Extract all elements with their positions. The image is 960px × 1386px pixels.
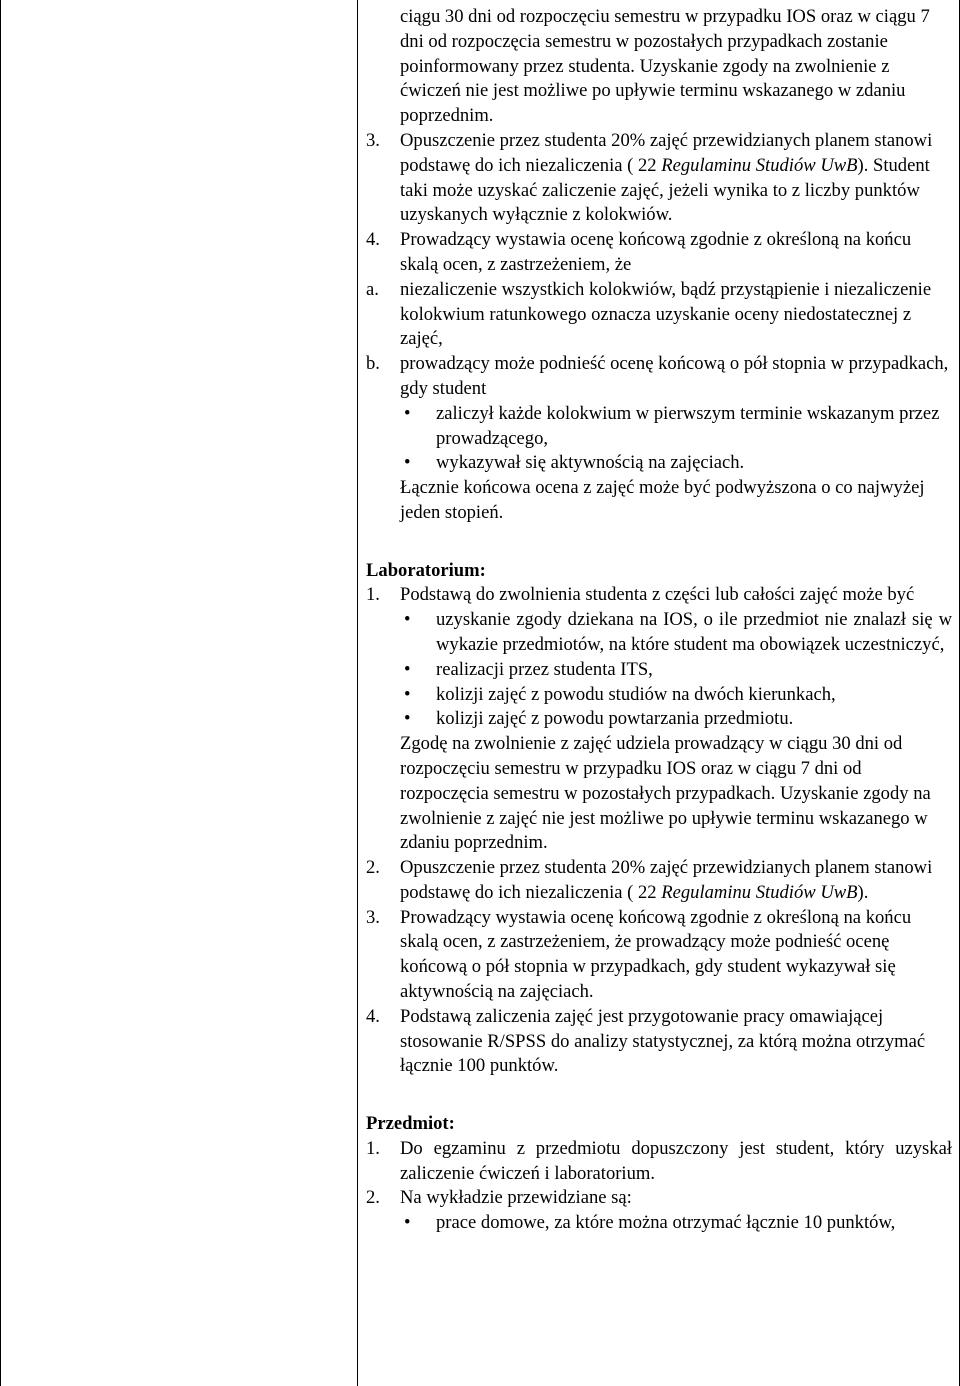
item-text-cont: ). Student taki może uzyskać zaliczenie zajęć, jeżeli wynika to z liczby punktów uzyskanych wyłącznie z kolokwiów. (400, 154, 930, 226)
regulation-reference: Regulaminu Studiów UwB (661, 154, 858, 176)
item-text: Podstawą zaliczenia zajęć jest przygotowanie pracy omawiającej stosowanie R/SPSS do analizy statystycznej, za którą można otrzymać łącznie 100 punktów. (400, 1005, 926, 1077)
sub-text: niezaliczenie wszystkich kolokwiów, bądź przystąpienie i niezaliczenie kolokwium ratunkowego oznacza uzyskanie oceny niedostatecznej z zajęć, (400, 278, 932, 350)
bullet-icon: • (404, 1212, 411, 1234)
cw-sub-a (366, 278, 952, 352)
list-item (366, 658, 952, 683)
lab-item-2 (366, 856, 952, 906)
regulation-reference: Regulaminu Studiów UwB (661, 881, 858, 903)
item-number: 4. (366, 1005, 380, 1027)
list-item (366, 707, 952, 732)
przedmiot-item-2 (366, 1186, 952, 1211)
list-item (366, 608, 952, 658)
przedmiot-item-1 (366, 1137, 952, 1187)
bullet-text: kolizji zajęć z powodu studiów na dwóch kierunkach, (436, 683, 836, 705)
lab-consent-note: Zgodę na zwolnienie z zajęć udziela prowadzący w ciągu 30 dni od rozpoczęciu semestru w przypadku IOS oraz w ciągu 7 dni od rozpoczęcia semestru w pozostałych przypadkach. Uzyskanie zgody na zwolnienie z zajęć nie jest możliwe po upływie terminu wskazanego w zdaniu poprzednim. (400, 733, 931, 854)
bullet-icon: • (404, 708, 411, 730)
item-number: 1. (366, 584, 380, 606)
bullet-icon: • (404, 683, 411, 705)
lab-item-4 (366, 1005, 952, 1079)
przedmiot-heading: Przedmiot: (366, 1113, 455, 1135)
bullet-icon: • (404, 658, 411, 680)
sub-letter: a. (366, 278, 379, 300)
content-cell (366, 5, 952, 1236)
bullet-text: zaliczył każde kolokwium w pierwszym terminie wskazanym przez prowadzącego, (436, 402, 940, 449)
list-item (366, 683, 952, 708)
list-item (366, 402, 952, 452)
item-number: 3. (366, 906, 380, 928)
bullet-text: wykazywał się aktywnością na zajęciach. (436, 452, 745, 474)
item-number: 2. (366, 1187, 380, 1209)
item-text: Na wykładzie przewidziane są: (400, 1187, 632, 1209)
cw-item-4 (366, 228, 952, 278)
intro-paragraph: ciągu 30 dni od rozpoczęciu semestru w przypadku IOS oraz w ciągu 7 dni od rozpoczęcia semestru w pozostałych przypadkach zostanie poinformowany przez studenta. Uzyskanie zgody na zwolnienie z ćwiczeń nie jest możliwe po upływie terminu wskazanego w zdaniu poprzednim. (400, 6, 930, 127)
item-text: Prowadzący wystawia ocenę końcową zgodnie z określoną na końcu skalą ocen, z zastrzeżeniem, że (400, 229, 912, 275)
bullet-icon: • (404, 452, 411, 474)
cw-sub-b (366, 352, 952, 402)
item-text: Podstawą do zwolnienia studenta z części lub całości zajęć może być (400, 584, 915, 606)
lab-item-1 (366, 583, 952, 608)
item-number: 3. (366, 129, 380, 151)
sub-letter: b. (366, 353, 380, 375)
lab-heading: Laboratorium: (366, 559, 486, 581)
bullet-text: realizacji przez studenta ITS, (436, 658, 653, 680)
table-border-middle (357, 0, 358, 1386)
table-border-left (0, 0, 1, 1386)
bullet-text: uzyskanie zgody dziekana na IOS, o ile przedmiot nie znalazł się w wykazie przedmiotów, na które student ma obowiązek uczestniczyć, (436, 609, 952, 655)
item-number: 4. (366, 229, 380, 251)
item-text-cont: ). (857, 881, 869, 903)
cw-item-3 (366, 129, 952, 228)
bullet-icon: • (404, 402, 411, 424)
bullet-icon: • (404, 609, 411, 631)
item-text: Opuszczenie przez studenta 20% zajęć przewidzianych planem stanowi podstawę do ich niezaliczenia ( 22 (400, 857, 933, 903)
list-item (366, 451, 952, 476)
sub-text: prowadzący może podnieść ocenę końcową o pół stopnia w przypadkach, gdy student (400, 353, 949, 399)
list-item (366, 1211, 952, 1236)
item-text: Do egzaminu z przedmiotu dopuszczony jest student, który uzyskał zaliczenie ćwiczeń i laboratorium. (400, 1137, 952, 1184)
item-text: Opuszczenie przez studenta 20% zajęć przewidzianych planem stanowi podstawę do ich niezaliczenia ( 22 (400, 129, 933, 176)
cw-closing-note: Łącznie końcowa ocena z zajęć może być podwyższona o co najwyżej jeden stopień. (400, 477, 925, 523)
item-number: 1. (366, 1137, 380, 1159)
lab-item-3 (366, 906, 952, 1005)
item-number: 2. (366, 857, 380, 879)
bullet-text: kolizji zajęć z powodu powtarzania przedmiotu. (436, 708, 794, 730)
item-text: Prowadzący wystawia ocenę końcową zgodnie z określoną na końcu skalą ocen, z zastrzeżeniem, że prowadzący może podnieść ocenę końcową o pół stopnia w przypadkach, gdy student wykazywał się aktywnością na zajęciach. (400, 906, 912, 1003)
bullet-text: prace domowe, za które można otrzymać łącznie 10 punktów, (436, 1212, 896, 1234)
